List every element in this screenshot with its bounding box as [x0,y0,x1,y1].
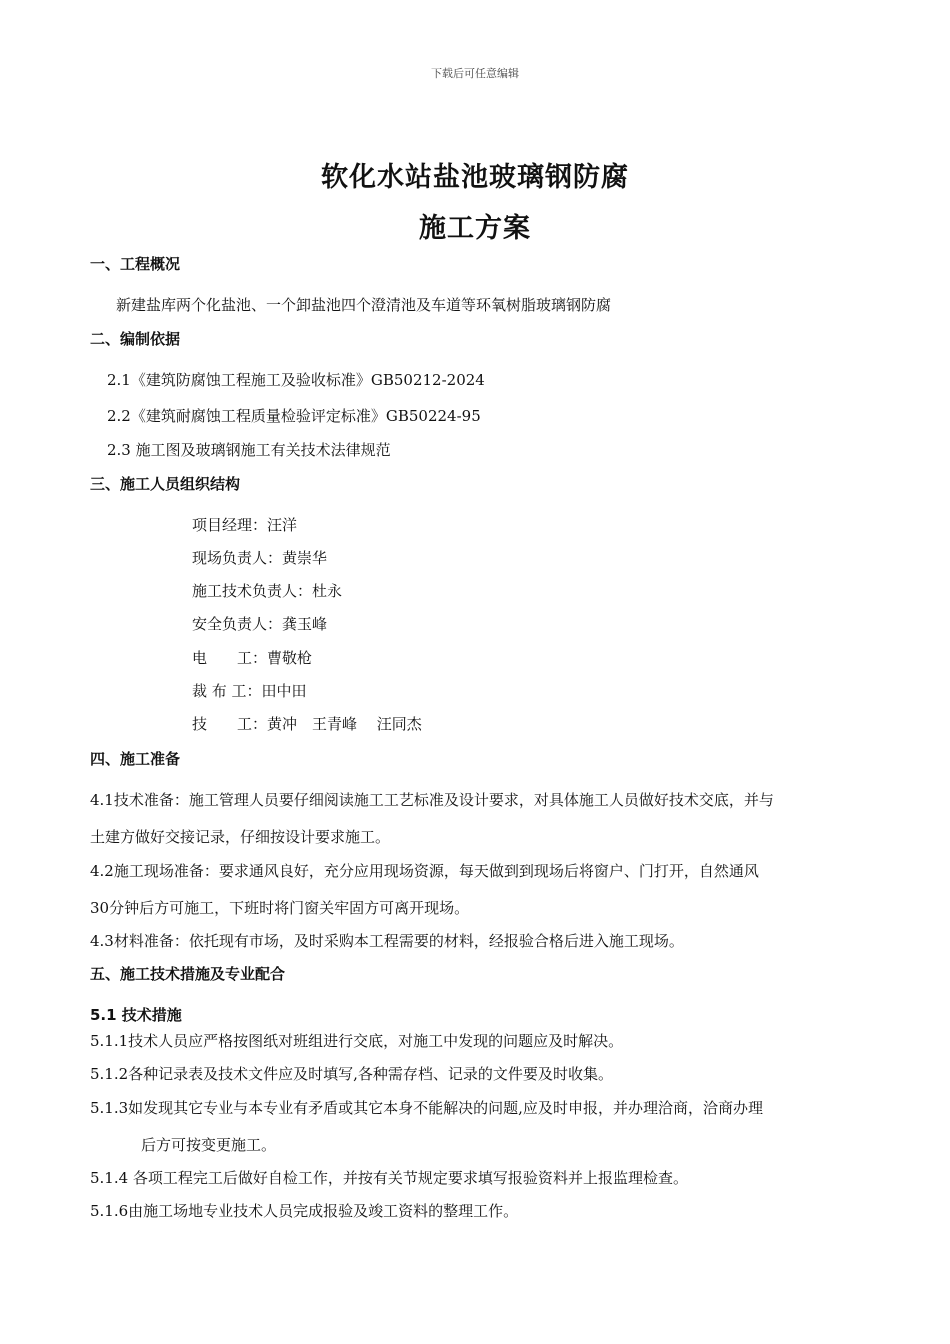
measure-item: 5.1.4 各项工程完工后做好自检工作，并按有关节规定要求填写报验资料并上报监理检查。 [90,1169,688,1187]
staff-row [192,647,312,668]
staff-row [192,713,422,734]
basis-item: 2.3 施工图及玻璃钢施工有关技术法律规范 [107,441,391,459]
staff-row [192,680,307,701]
preparation-paragraph: 4.1技术准备：施工管理人员要仔细阅读施工工艺标准及设计要求，对具体施工人员做好技术交底，并与 [90,791,774,809]
document-title: 软化水站盐池玻璃钢防腐 [321,162,629,193]
staff-row [192,613,327,634]
preparation-paragraph: 4.2施工现场准备：要求通风良好，充分应用现场资源，每天做到到现场后将窗户、门打开，自然通风 [90,862,759,880]
staff-role: 施工技术负责人： [192,582,313,600]
header-note: 下载后可任意编辑 [431,67,519,80]
staff-role: 裁 布 工： [192,682,262,700]
staff-name: 龚玉峰 [282,615,328,633]
measure-item: 5.1.6由施工场地专业技术人员完成报验及竣工资料的整理工作。 [90,1202,519,1220]
overview-paragraph: 新建盐库两个化盐池、一个卸盐池四个澄清池及车道等环氧树脂玻璃钢防腐 [116,296,612,314]
staff-role: 项目经理： [192,516,268,534]
preparation-paragraph: 土建方做好交接记录，仔细按设计要求施工。 [90,828,391,846]
section-heading-basis: 二、编制依据 [90,330,181,348]
staff-role: 技 工： [192,715,268,733]
staff-name: 黄崇华 [282,549,328,567]
document-subtitle: 施工方案 [419,213,531,244]
section-heading-overview: 一、工程概况 [90,255,181,273]
section-heading-organization: 三、施工人员组织结构 [90,475,241,493]
staff-row [192,580,342,601]
subsection-heading: 5.1 技术措施 [90,1006,182,1024]
preparation-paragraph: 30分钟后方可施工，下班时将门窗关牢固方可离开现场。 [90,899,470,917]
section-heading-technical-measures: 五、施工技术措施及专业配合 [90,965,286,983]
section-heading-preparation: 四、施工准备 [90,750,181,768]
basis-item: 2.2《建筑耐腐蚀工程质量检验评定标准》GB50224-95 [107,407,481,425]
basis-item: 2.1《建筑防腐蚀工程施工及验收标准》GB50212-2024 [107,371,485,389]
staff-name: 黄冲 王青峰 汪同杰 [267,715,422,733]
measure-item: 5.1.2各种记录表及技术文件应及时填写,各种需存档、记录的文件要及时收集。 [90,1065,613,1083]
measure-item: 5.1.1技术人员应严格按图纸对班组进行交底，对施工中发现的问题应及时解决。 [90,1032,624,1050]
staff-name: 汪洋 [267,516,298,534]
preparation-paragraph: 4.3材料准备：依托现有市场，及时采购本工程需要的材料，经报验合格后进入施工现场。 [90,932,684,950]
staff-role: 电 工： [192,649,268,667]
staff-role: 安全负责人： [192,615,283,633]
staff-row [192,514,297,535]
measure-item: 后方可按变更施工。 [141,1136,277,1154]
staff-name: 田中田 [261,682,307,700]
staff-row [192,547,327,568]
staff-role: 现场负责人： [192,549,283,567]
measure-item: 5.1.3如发现其它专业与本专业有矛盾或其它本身不能解决的问题,应及时申报，并办理洽商，洽商办理 [90,1099,763,1117]
staff-name: 杜永 [312,582,343,600]
staff-name: 曹敬枪 [267,649,313,667]
